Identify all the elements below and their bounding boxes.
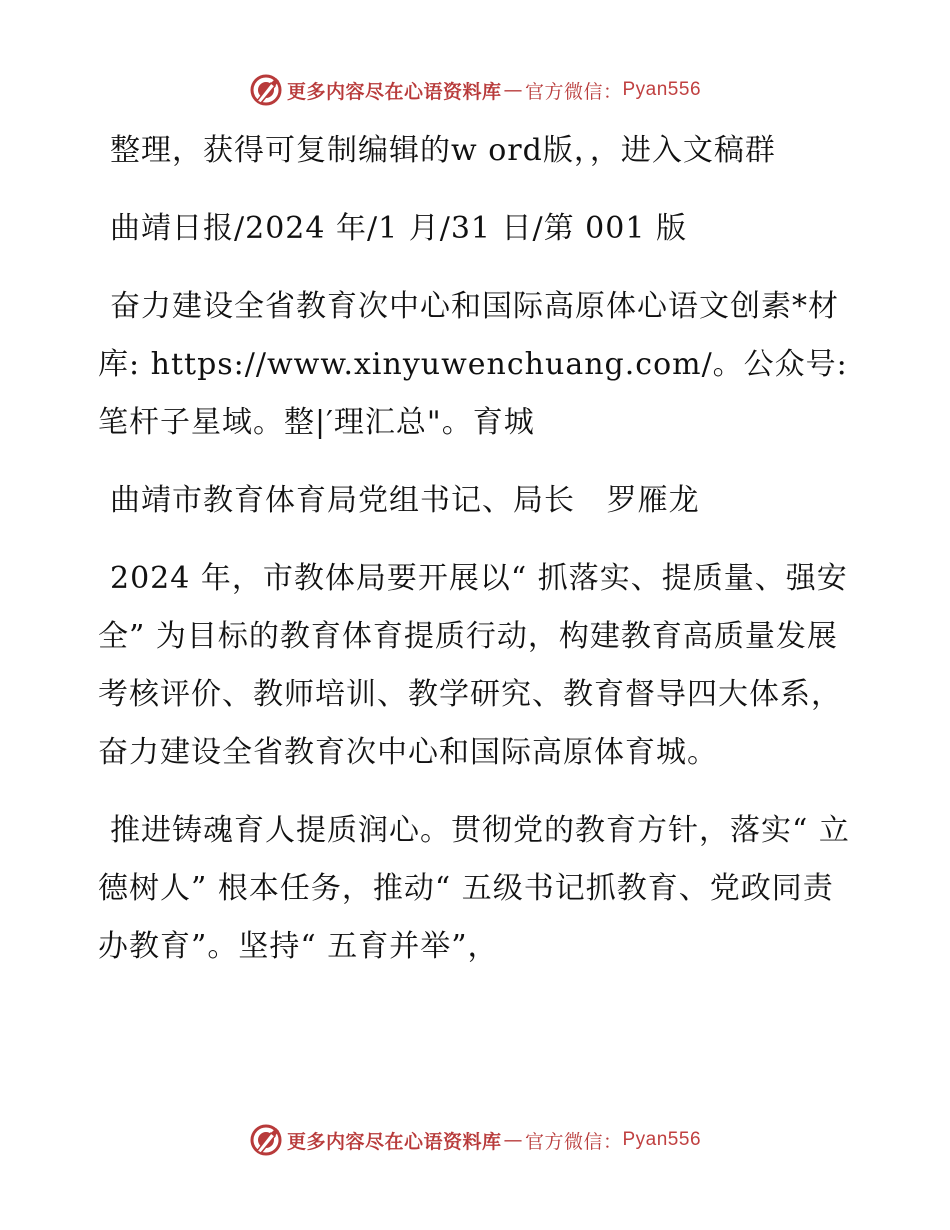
watermark-handle: Pyan556 [622, 79, 702, 100]
document-body [98, 122, 858, 996]
watermark-official-label: 官方微信： [524, 80, 623, 103]
watermark-promo-text: 更多内容尽在心语资料库 [286, 80, 502, 103]
paragraph-intro: 整理，获得可复制编辑的w ord版，，进入文稿群 [110, 133, 776, 168]
watermark-handle: Pyan556 [622, 1129, 702, 1150]
paragraph-source: 曲靖日报/2024 年/1 月/31 日/第 001 版 [110, 211, 687, 246]
pen-logo-icon [249, 1123, 283, 1157]
header-watermark [0, 70, 950, 110]
watermark-official-label: 官方微信： [524, 1130, 623, 1153]
paragraph-body-1: 2024 年，市教体局要开展以“ 抓落实、提质量、强安全” 为目标的教育体育提质行动，构建教育高质量发展考核评价、教师培训、教学研究、教育督导四大体系，奋力建设全省教育次中心和国际高原体育城。 [98, 561, 848, 770]
paragraph-title: 奋力建设全省教育次中心和国际高原体心语文创素*材库: https://www.xinyuwenchuang.com/。公众号: 笔杆子星域。整|′理汇总"。育城 [98, 289, 859, 440]
paragraph-body-2: 推进铸魂育人提质润心。贯彻党的教育方针，落实“ 立德树人” 根本任务，推动“ 五级书记抓教育、党政同责办教育”。坚持“ 五育并举”， [98, 813, 850, 964]
watermark-promo-text: 更多内容尽在心语资料库 [286, 1130, 502, 1153]
pen-logo-icon [249, 73, 283, 107]
watermark-dash: — [503, 1129, 523, 1151]
footer-watermark [0, 1120, 950, 1160]
watermark-dash: — [503, 79, 523, 101]
paragraph-author: 曲靖市教育体育局党组书记、局长 罗雁龙 [110, 483, 700, 518]
